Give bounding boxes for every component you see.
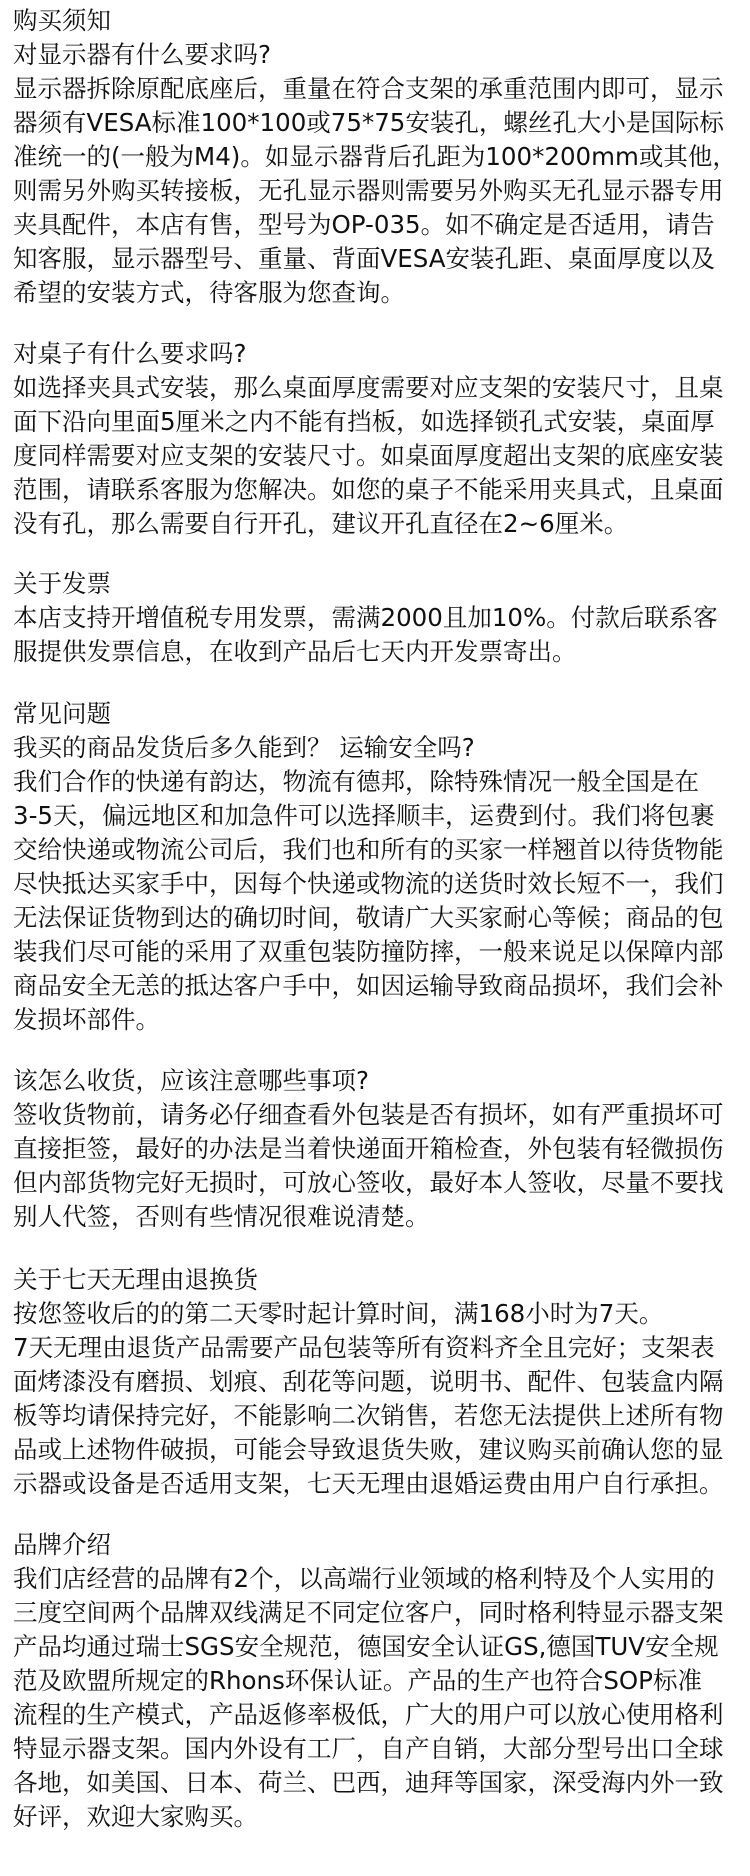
paragraph-line: 范及欧盟所规定的Rhons环保认证。产品的生产也符合SOP标准 [13, 1666, 702, 1695]
paragraph-line: 商品安全无恙的抵达客户手中，如因运输导致商品损坏，我们会补 [13, 971, 724, 1000]
paragraph-line: 流程的生产模式，产品返修率极低，广大的用户可以放心使用格利 [13, 1700, 724, 1729]
paragraph-line: 产品均通过瑞士SGS安全规范，德国安全认证GS,德国TUV安全规 [13, 1632, 719, 1661]
receiving-goods-section [13, 1064, 737, 1234]
paragraph-line: 范围，请联系客服为您解决。如您的桌子不能采用夹具式，且桌面 [13, 475, 724, 504]
paragraph-line: 7天无理由退货产品需要产品包装等所有资料齐全且完好；支架表 [13, 1333, 715, 1362]
paragraph-line: 三度空间两个品牌双线满足不同定位客户，同时格利特显示器支架 [13, 1598, 724, 1627]
brand-introduction-section [13, 1528, 737, 1834]
paragraph-line: 发损坏部件。 [13, 1005, 160, 1034]
paragraph-line: 没有孔，那么需要自行开孔，建议开孔直径在2~6厘米。 [13, 509, 629, 538]
paragraph-line: 我们店经营的品牌有2个，以高端行业领域的格利特及个人实用的 [13, 1564, 715, 1593]
paragraph-line: 知客服，显示器型号、重量、背面VESA安装孔距、桌面厚度以及 [13, 244, 716, 273]
section-title: 常见问题 [13, 699, 111, 728]
seven-day-return-section [13, 1263, 737, 1501]
paragraph-line: 夹具配件，本店有售，型号为OP-035。如不确定是否适用，请告 [13, 210, 715, 239]
section-title: 购买须知 [13, 6, 111, 35]
paragraph-line: 面烤漆没有磨损、划痕、刮花等问题，说明书、配件、包装盒内隔 [13, 1367, 724, 1396]
paragraph-line: 但内部货物完好无损时，可放心签收，最好本人签收，尽量不要找 [13, 1168, 724, 1197]
paragraph-line: 特显示器支架。国内外设有工厂，自产自销，大部分型号出口全球 [13, 1734, 724, 1763]
paragraph-line: 装我们尽可能的采用了双重包装防撞防摔，一般来说足以保障内部 [13, 937, 724, 966]
paragraph-line: 准统一的(一般为M4)。如显示器背后孔距为100*200mm或其他， [13, 142, 737, 171]
paragraph-line: 直接拒签，最好的办法是当着快递面开箱检查，外包装有轻微损伤 [13, 1134, 724, 1163]
paragraph-line: 签收货物前，请务必仔细查看外包装是否有损坏，如有严重损坏可 [13, 1100, 724, 1129]
paragraph-line: 如选择夹具式安装，那么桌面厚度需要对应支架的安装尺寸，且桌 [13, 373, 724, 402]
paragraph-line: 度同样需要对应支架的安装尺寸。如桌面厚度超出支架的底座安装 [13, 441, 724, 470]
paragraph-line: 示器或设备是否适用支架，七天无理由退婚运费由用户自行承担。 [13, 1469, 724, 1498]
paragraph-line: 各地，如美国、日本、荷兰、巴西，迪拜等国家，深受海内外一致 [13, 1768, 724, 1797]
invoice-section [13, 567, 737, 669]
paragraph-line: 我们合作的快递有韵达，物流有德邦，除特殊情况一般全国是在 [13, 767, 699, 796]
paragraph-line: 板等均请保持完好，不能影响二次销售，若您无法提供上述所有物 [13, 1401, 724, 1430]
desk-requirements-section [13, 337, 737, 541]
section-title: 品牌介绍 [13, 1530, 111, 1559]
section-title: 关于发票 [13, 569, 111, 598]
paragraph-line: 尽快抵达买家手中，因每个快递或物流的送货时效长短不一，我们 [13, 869, 724, 898]
paragraph-line: 品或上述物件破损，可能会导致退货失败，建议购买前确认您的显 [13, 1435, 724, 1464]
question-heading: 对桌子有什么要求吗? [13, 339, 247, 368]
paragraph-line: 希望的安装方式，待客服为您查询。 [13, 278, 405, 307]
question-heading: 对显示器有什么要求吗? [13, 40, 272, 69]
section-title: 关于七天无理由退换货 [13, 1265, 258, 1294]
paragraph-line: 无法保证货物到达的确切时间，敬请广大买家耐心等候；商品的包 [13, 903, 724, 932]
paragraph-line: 则需另外购买转接板，无孔显示器则需要另外购买无孔显示器专用 [13, 176, 724, 205]
paragraph-line: 服提供发票信息，在收到产品后七天内开发票寄出。 [13, 637, 577, 666]
question-heading: 我买的商品发货后多久能到？ 运输安全吗? [13, 733, 475, 762]
paragraph-line: 本店支持开增值税专用发票，需满2000且加10%。付款后联系客 [13, 603, 718, 632]
faq-section [13, 697, 737, 1037]
paragraph-line: 3-5天，偏远地区和加急件可以选择顺丰，运费到付。我们将包裹 [13, 801, 715, 830]
paragraph-line: 别人代签，否则有些情况很难说清楚。 [13, 1202, 430, 1231]
purchase-requirements-section [13, 4, 737, 310]
paragraph-line: 交给快递或物流公司后，我们也和所有的买家一样翘首以待货物能 [13, 835, 724, 864]
question-heading: 该怎么收货，应该注意哪些事项? [13, 1066, 370, 1095]
paragraph-line: 好评，欢迎大家购买。 [13, 1802, 258, 1831]
paragraph-line: 器须有VESA标准100*100或75*75安装孔，螺丝孔大小是国际标 [13, 108, 724, 137]
paragraph-line: 显示器拆除原配底座后，重量在符合支架的承重范围内即可，显示 [13, 74, 724, 103]
paragraph-line: 按您签收后的的第二天零时起计算时间，满168小时为7天。 [13, 1299, 664, 1328]
paragraph-line: 面下沿向里面5厘米之内不能有挡板，如选择锁孔式安装，桌面厚 [13, 407, 715, 436]
